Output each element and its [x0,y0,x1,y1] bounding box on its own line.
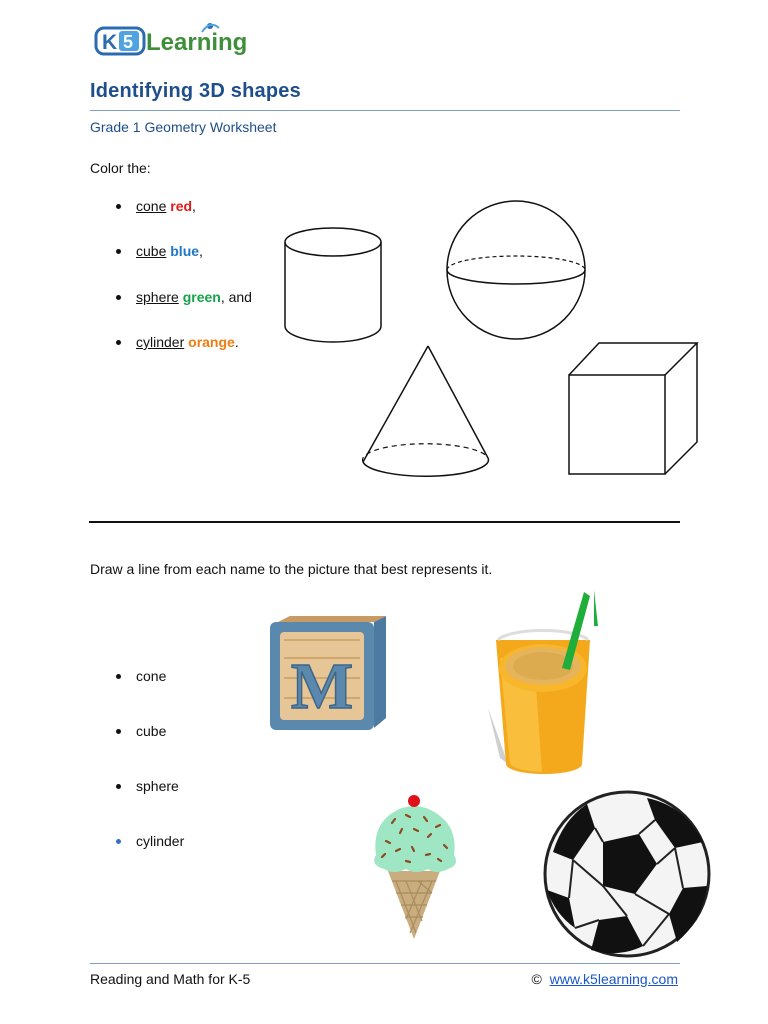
shape-name: sphere [136,778,179,794]
bullet [116,839,121,844]
sphere-outline-icon [446,196,586,344]
section2-instruction: Draw a line from each name to the picture that best represents it. [90,561,493,577]
list-item [136,334,239,350]
footer-tagline: Reading and Math for K-5 [90,971,251,987]
bullet [116,729,121,734]
list-item [136,243,203,259]
cube-outline-icon [567,341,701,477]
bullet [116,249,121,254]
color-word: red [170,198,193,214]
cone-outline-icon [360,344,492,480]
list-item [136,723,166,739]
footer-divider [90,963,680,964]
list-item [136,778,179,794]
footer-copyright [532,971,679,987]
color-word: blue [170,243,200,259]
cylinder-outline-icon [283,226,385,346]
color-word: green [182,289,221,305]
shape-name: cone [136,668,167,684]
title-divider [90,110,680,111]
page-subtitle: Grade 1 Geometry Worksheet [90,119,277,135]
shape-name: cone [136,198,167,214]
svg-text:Learning: Learning [146,29,248,56]
shape-name: cylinder [136,833,185,849]
svg-text:5: 5 [123,32,134,52]
bullet [116,784,121,789]
copyright-symbol: © [531,971,542,987]
page-title: Identifying 3D shapes [90,80,301,102]
list-item [136,833,184,849]
soccer-ball-icon [543,790,711,958]
bullet [116,674,121,679]
shape-name: sphere [136,289,179,305]
punctuation: , [199,243,203,259]
shape-name: cube [136,243,167,259]
svg-text:K: K [102,31,118,54]
list-item [136,198,196,214]
ice-cream-cone-icon [366,793,464,941]
punctuation: . [234,334,239,350]
shape-name: cylinder [136,334,185,350]
bullet [116,340,121,345]
section1-instruction: Color the: [90,160,151,176]
logo-icon [92,18,262,62]
shape-name: cube [136,723,167,739]
section-divider [89,521,680,523]
list-item [136,289,252,305]
website-link[interactable]: www.k5learning.com [549,971,678,987]
letter-block-icon [268,614,390,734]
k5-learning-logo [92,18,262,62]
color-word: orange [188,334,235,350]
block-letter: M [290,650,354,723]
list-item [136,668,166,684]
bullet [116,295,121,300]
punctuation: , and [220,289,252,305]
juice-glass-icon [486,588,604,780]
punctuation: , [192,198,196,214]
bullet [116,204,121,209]
